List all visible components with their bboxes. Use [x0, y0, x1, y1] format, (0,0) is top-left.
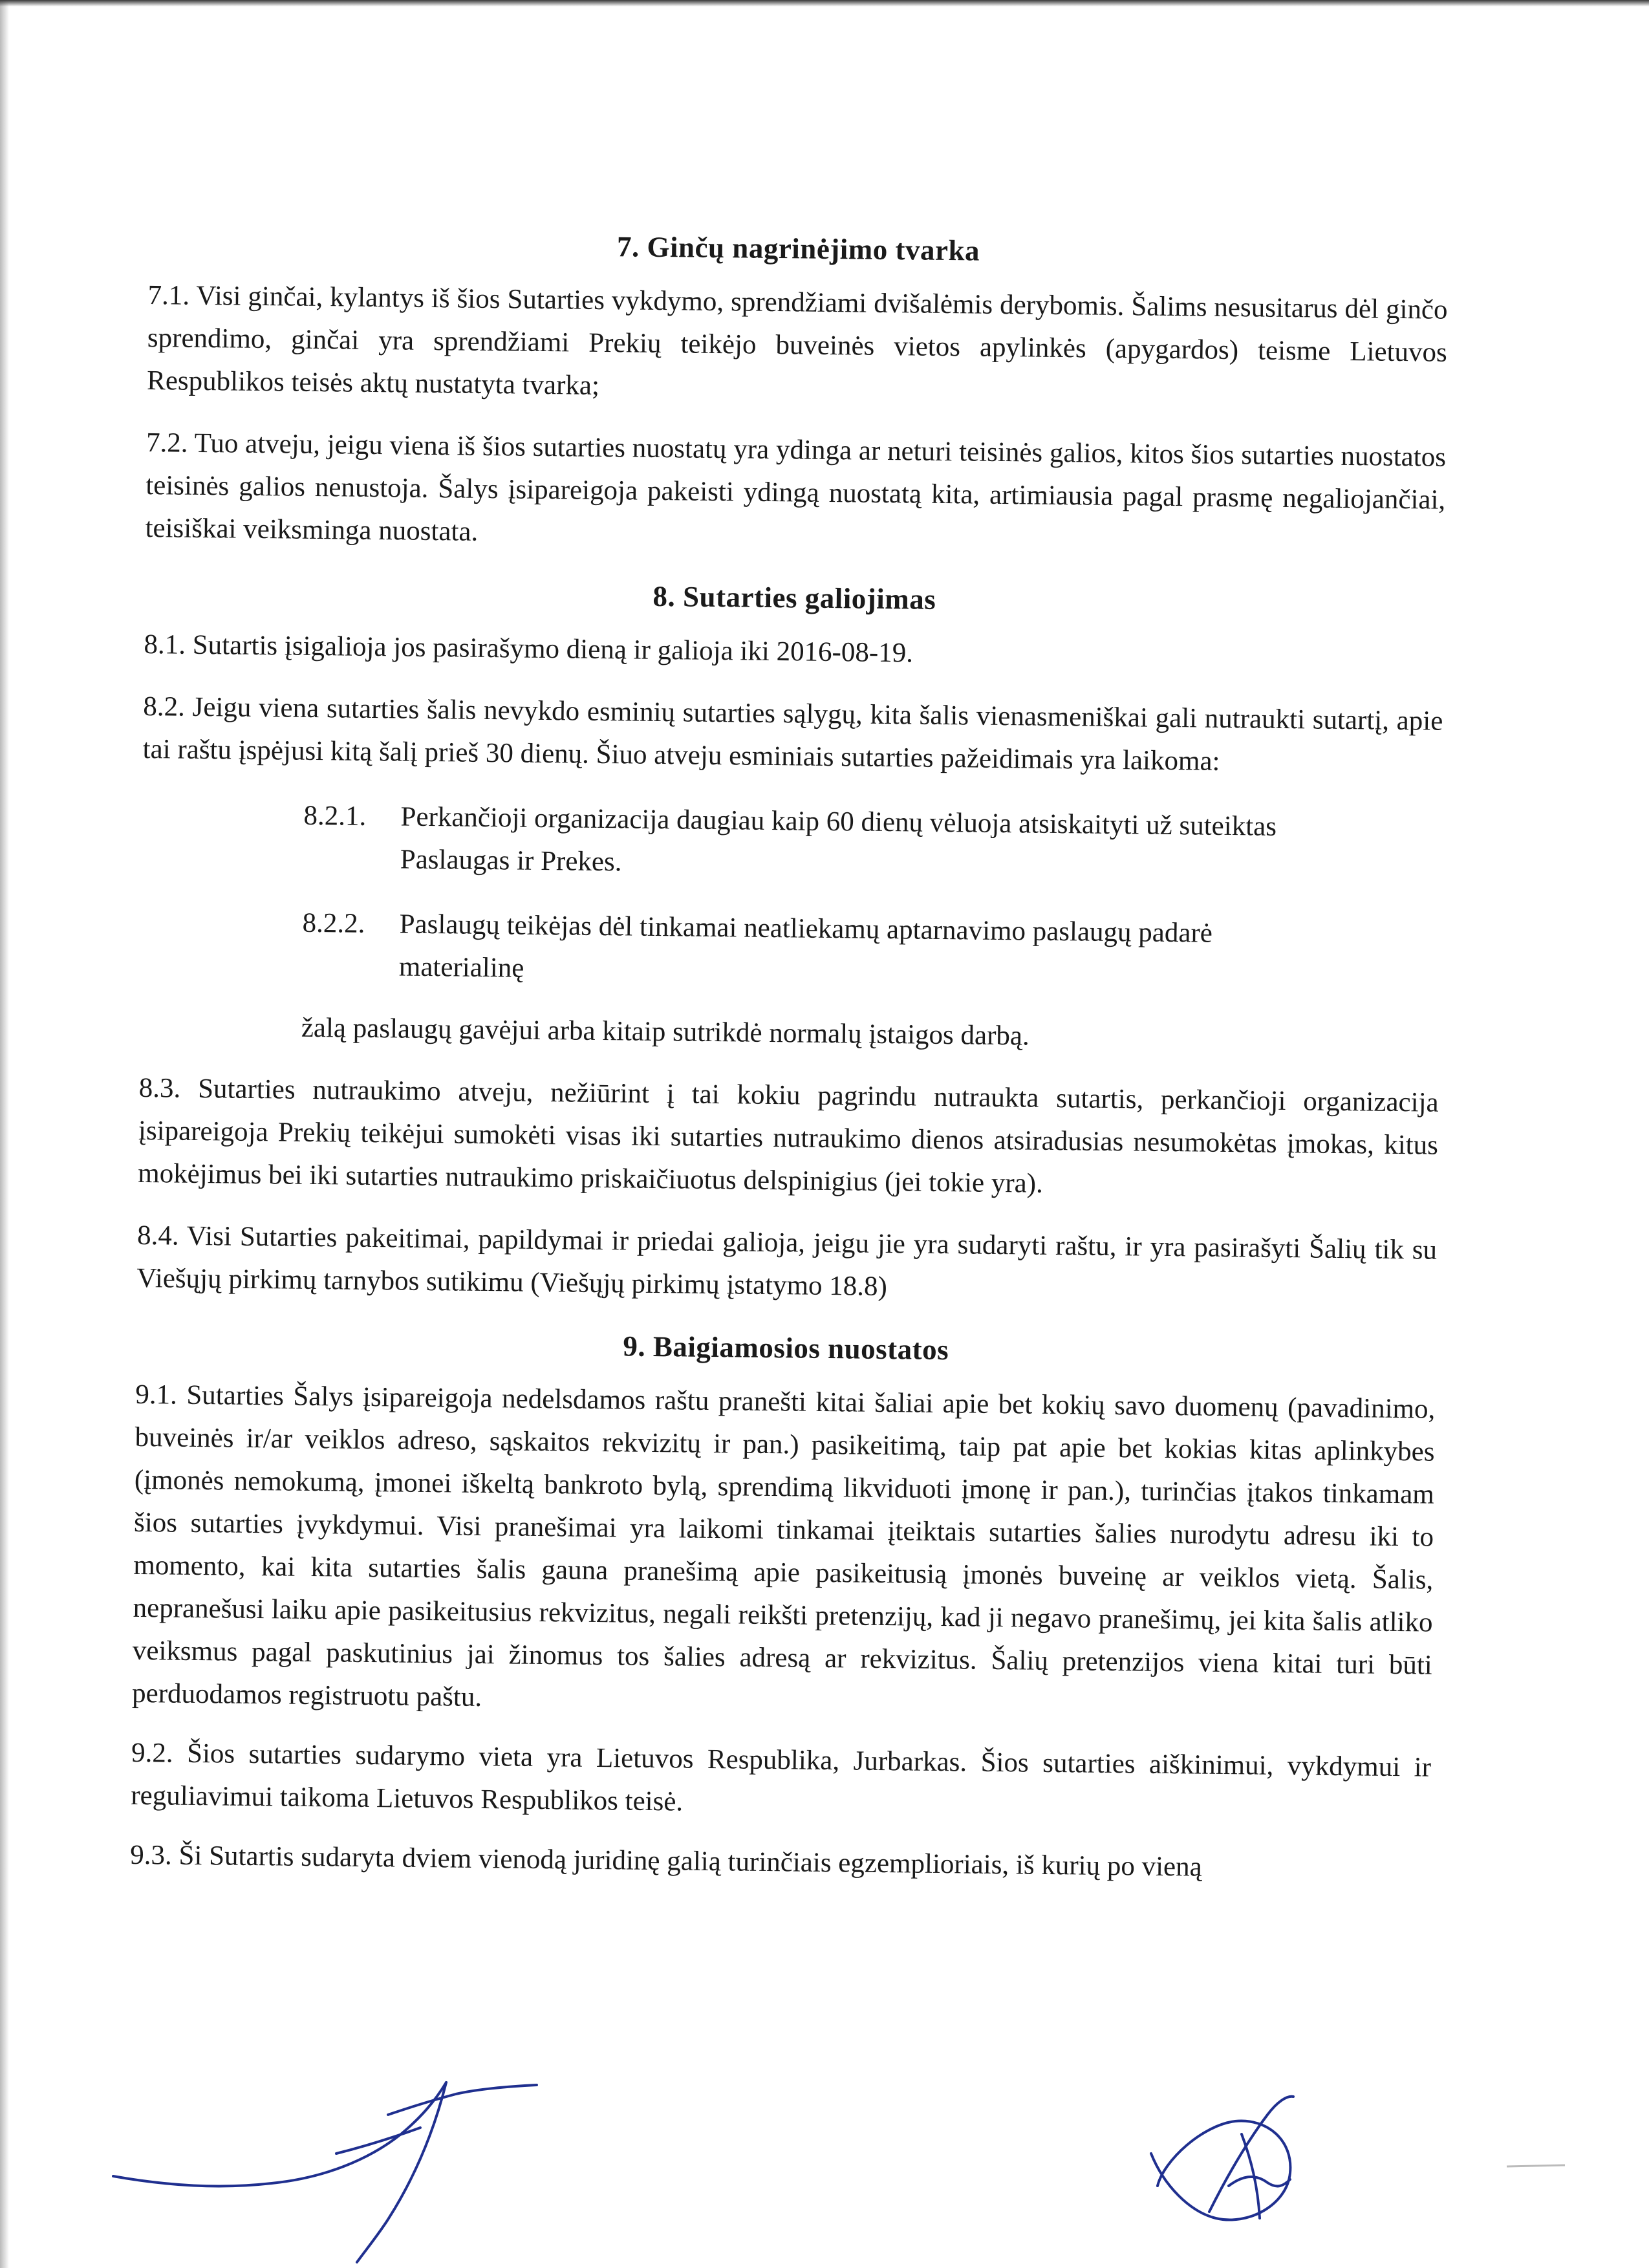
- paragraph-8-2: 8.2. Jeigu viena sutarties šalis nevykdo esminių sutarties sąlygų, kita šalis vienasmeniškai gali nutraukti sutartį, apie tai raštu įspėjusi kitą šalį prieš 30 dienų. Šiuo atveju esminiais sutarties pažeidimais yra laikoma:: [142, 691, 1443, 777]
- section-8-heading: 8. Sutarties galiojimas: [652, 579, 936, 616]
- scan-shadow-top: [0, 0, 1649, 6]
- scan-mark-line: [1507, 2165, 1565, 2166]
- left-signature: [113, 2082, 537, 2262]
- paragraph-9-2: 9.2. Šios sutarties sudarymo vieta yra Lietuvos Respublika, Jurbarkas. Šios sutarties aiškinimui, vykdymui ir reguliavimui taikoma Lietuvos Respublikos teisė.: [131, 1737, 1432, 1817]
- paragraph-8-1: 8.1. Sutartis įsigalioja jos pasirašymo dieną ir galioja iki 2016-08-19.: [144, 629, 914, 669]
- paragraph-8-4: 8.4. Visi Sutarties pakeitimai, papildymai ir priedai galioja, jeigu jie yra sudaryti raštu, ir yra pasirašyti Šalių tik su Viešųjų pirkimų tarnybos sutikimu (Viešųjų pirkimų įstatymo 18.8): [136, 1220, 1438, 1302]
- subparagraph-8-2-1: [141, 793, 1441, 893]
- right-signature: [1151, 2097, 1293, 2220]
- subparagraph-8-2-2-continuation: žalą paslaugų gavėjui arba kitaip sutrikdė normalų įstaigos darbą.: [301, 1012, 1030, 1052]
- scan-shadow-left: [0, 0, 9, 2268]
- subparagraph-text: Perkančioji organizacija daugiau kaip 60 dienų vėluoja atsiskaityti už suteiktas: [400, 801, 1277, 842]
- subparagraph-text: Paslaugų teikėjas dėl tinkamai neatliekamų aptarnavimo paslaugų padarė: [399, 909, 1213, 949]
- paragraph-9-1: 9.1. Sutarties Šalys įsipareigoja nedelsdamos raštu pranešti kitai šaliai apie bet kokių savo duomenų (pavadinimo, buveinės ir/ar veiklos adreso, sąskaitos rekvizitų ir pan.) pasikeitimą, taip pat apie bet kokias kitas aplinkybes (įmonės nemokumą, įmonei iškeltą bankroto bylą, sprendimą likviduoti įmonę ir pan.), turinčias įtakos tinkamam šios sutarties įvykdymui. Visi pranešimai yra laikomi tinkamai įteiktais sutarties šalies nurodytu adresu iki to momento, kai kita sutarties šalis gauna pranešimą apie pasikeitusią įmonės buveinę ar veiklos vietą. Šalis, nepranešusi laiku apie pasikeitusius rekvizitus, negali reikšti pretenzijų, kad ji negavo pranešimų, jei kita šalis atliko veiksmus pagal paskutinius jai žinomus tos šalies adresą ar rekvizitus. Šalių pretenzijos viena kitai turi būti perduodamos registruotu paštu.: [131, 1379, 1436, 1712]
- section-7-heading: 7. Ginčų nagrinėjimo tvarka: [616, 230, 980, 267]
- subparagraph-8-2-2: [140, 900, 1441, 1000]
- subparagraph-text-continued: Paslaugas ir Prekes.: [400, 844, 622, 878]
- paragraph-9-3: 9.3. Ši Sutartis sudaryta dviem vienodą juridinę galią turinčiais egzemplioriais, iš kurių po vieną: [130, 1839, 1203, 1883]
- paragraph-7-1: 7.1. Visi ginčai, kylantys iš šios Sutarties vykdymo, sprendžiami dvišalėmis derybomis. Šalims nesusitarus dėl ginčo sprendimo, ginčai yra sprendžiami Prekių teikėjo buveinės vietos apylinkės (apygardos) teisme Lietuvos Respublikos teisės aktų nustatyta tvarka;: [146, 279, 1448, 401]
- signatures-layer: [0, 2057, 1649, 2268]
- subparagraph-number: 8.2.2.: [302, 907, 365, 939]
- document-body: [130, 220, 1449, 1908]
- subparagraph-text-continued: materialinę: [398, 951, 524, 984]
- subparagraph-number: 8.2.1.: [303, 800, 367, 832]
- paragraph-7-2: 7.2. Tuo atveju, jeigu viena iš šios sutarties nuostatų yra ydinga ar neturi teisinės galios, kitos šios sutarties nuostatos teisinės galios nenustoja. Šalys įsipareigoja pakeisti ydingą nuostatą kita, artimiausia pagal prasmę negaliojančiai, teisiškai veiksminga nuostata.: [145, 427, 1447, 547]
- section-9-heading: 9. Baigiamosios nuostatos: [623, 1330, 949, 1366]
- paragraph-8-3: 8.3. Sutarties nutraukimo atveju, nežiūrint į tai kokiu pagrindu nutraukta sutartis, perkančioji organizacija įsipareigoja Prekių teikėjui sumokėti visas iki sutarties nutraukimo dienos atsiradusias nesumokėtas įmokas, kitus mokėjimus bei iki sutarties nutraukimo priskaičiuotus delspinigius (jei tokie yra).: [138, 1072, 1439, 1199]
